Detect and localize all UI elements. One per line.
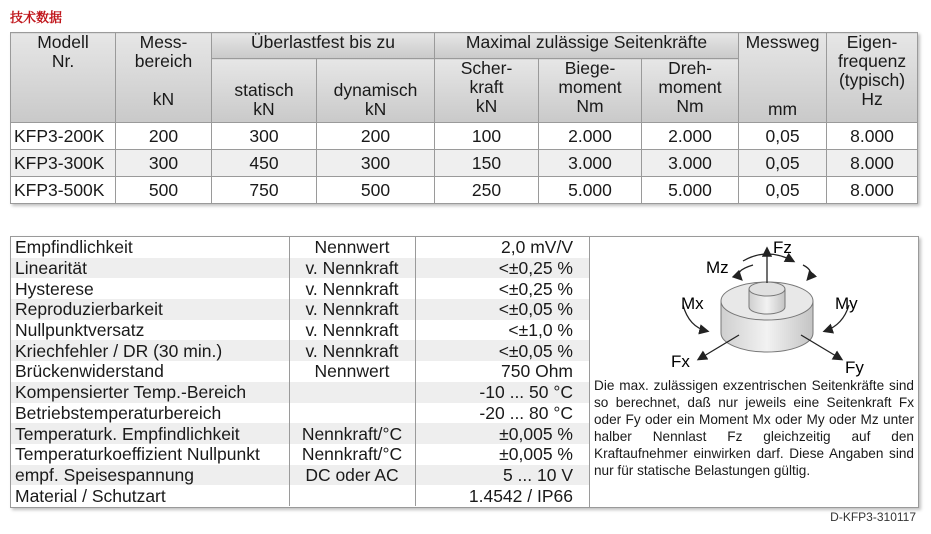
header-eigenfrequenz: Eigen- frequenz (typisch) Hz bbox=[827, 33, 918, 123]
spec-ref: DC oder AC bbox=[289, 465, 415, 486]
spec-row bbox=[11, 278, 589, 299]
spec-ref bbox=[289, 485, 415, 506]
mx-label: Mx bbox=[681, 294, 704, 313]
spec-value: <±0,25 % bbox=[415, 258, 589, 279]
section-title: 技术数据 bbox=[10, 10, 63, 25]
force-diagram bbox=[603, 239, 923, 379]
spec-name: Hysterese bbox=[11, 278, 289, 299]
spec-name: Kriechfehler / DR (30 min.) bbox=[11, 340, 289, 361]
spec-value: 750 Ohm bbox=[501, 361, 573, 382]
spec-value: <±0,05 % bbox=[415, 299, 589, 320]
specs-table bbox=[10, 32, 918, 204]
spec-value: 1.4542 / IP66 bbox=[468, 485, 573, 506]
spec-name: Kompensierter Temp.-Bereich bbox=[11, 382, 289, 403]
spec-ref: Nennwert bbox=[289, 361, 415, 382]
spec-ref: v. Nennkraft bbox=[289, 278, 415, 299]
spec-value: ±0,005 % bbox=[415, 423, 589, 444]
table-row: KFP3-200K 200 300 200 100 2.000 2.000 0,05 8.000 bbox=[11, 123, 918, 150]
header-messbereich: Mess- bereich kN bbox=[116, 33, 212, 123]
mz-label: Mz bbox=[706, 258, 729, 277]
spec-ref: v. Nennkraft bbox=[289, 340, 415, 361]
spec-ref bbox=[289, 382, 415, 403]
spec-row bbox=[11, 340, 589, 361]
spec-name: Betriebstemperaturbereich bbox=[11, 403, 289, 424]
divider bbox=[589, 237, 590, 507]
spec-row bbox=[11, 403, 589, 424]
spec-row bbox=[11, 320, 589, 341]
fx-label: Fx bbox=[671, 352, 690, 371]
spec-ref: v. Nennkraft bbox=[289, 320, 415, 341]
table-row: KFP3-300K 300 450 300 150 3.000 3.000 0,05 8.000 bbox=[11, 150, 918, 177]
header-seitenkraefte: Maximal zulässige Seitenkräfte bbox=[435, 33, 739, 59]
fz-label: Fz bbox=[773, 239, 792, 257]
table-row: KFP3-500K 500 750 500 250 5.000 5.000 0,05 8.000 bbox=[11, 177, 918, 204]
spec-value: -10 ... 50 °C bbox=[415, 382, 589, 403]
spec-value: ±0,005 % bbox=[499, 444, 573, 465]
header-modell: Modell Nr. bbox=[11, 33, 116, 123]
header-drehmoment: Dreh- moment Nm bbox=[642, 59, 739, 123]
properties-panel bbox=[10, 236, 919, 508]
spec-row bbox=[11, 444, 589, 465]
spec-row bbox=[11, 382, 589, 403]
spec-ref: Nennkraft/°C bbox=[289, 423, 415, 444]
spec-row bbox=[11, 361, 589, 382]
spec-value: <±1,0 % bbox=[508, 320, 573, 341]
spec-name: Temperaturk. Empfindlichkeit bbox=[11, 423, 289, 444]
header-biegemoment: Biege- moment Nm bbox=[539, 59, 642, 123]
spec-ref: Nennwert bbox=[289, 237, 415, 258]
document-code: D-KFP3-310117 bbox=[830, 510, 916, 524]
header-ueberlast: Überlastfest bis zu bbox=[212, 33, 435, 59]
spec-name: empf. Speisespannung bbox=[11, 465, 289, 486]
spec-name: Material / Schutzart bbox=[11, 485, 289, 506]
header-statisch: statisch kN bbox=[212, 59, 317, 123]
spec-ref: v. Nennkraft bbox=[289, 299, 415, 320]
spec-ref: v. Nennkraft bbox=[289, 258, 415, 279]
spec-row bbox=[11, 258, 589, 279]
spec-ref: Nennkraft/°C bbox=[289, 444, 415, 465]
note-text: Die max. zulässigen exzentrischen Seitenkräfte sind so berechnet, daß nur jeweils eine Seitenkraft Fx oder Fy oder ein Moment Mx oder My oder Mz unter halber Nennlast Fz gleichzeitig auf den Kraftaufnehmer einwirken darf. Diese Angaben sind nur für statische Belastungen gültig. bbox=[594, 378, 914, 478]
spec-name: Linearität bbox=[11, 258, 289, 279]
spec-ref bbox=[289, 403, 415, 424]
spec-row bbox=[11, 465, 589, 486]
header-dynamisch: dynamisch kN bbox=[317, 59, 435, 123]
spec-value: <±0,05 % bbox=[415, 340, 589, 361]
spec-row bbox=[11, 299, 589, 320]
spec-name: Nullpunktversatz bbox=[11, 320, 289, 341]
fy-label: Fy bbox=[845, 358, 864, 377]
spec-name: Empfindlichkeit bbox=[11, 237, 289, 258]
spec-value: 5 ... 10 V bbox=[415, 465, 589, 486]
spec-row bbox=[11, 237, 589, 258]
header-messweg: Messweg mm bbox=[739, 33, 827, 123]
spec-name: Brückenwiderstand bbox=[11, 361, 289, 382]
spec-row bbox=[11, 423, 589, 444]
my-label: My bbox=[835, 294, 858, 313]
header-scherkraft: Scher- kraft kN bbox=[435, 59, 539, 123]
properties-table bbox=[11, 237, 589, 506]
spec-value: <±0,25 % bbox=[498, 278, 573, 299]
spec-row bbox=[11, 485, 589, 506]
spec-name: Temperaturkoeffizient Nullpunkt bbox=[11, 444, 289, 465]
spec-name: Reproduzierbarkeit bbox=[11, 299, 289, 320]
spec-value: -20 ... 80 °C bbox=[479, 402, 573, 423]
spec-value: 2,0 mV/V bbox=[501, 237, 573, 258]
